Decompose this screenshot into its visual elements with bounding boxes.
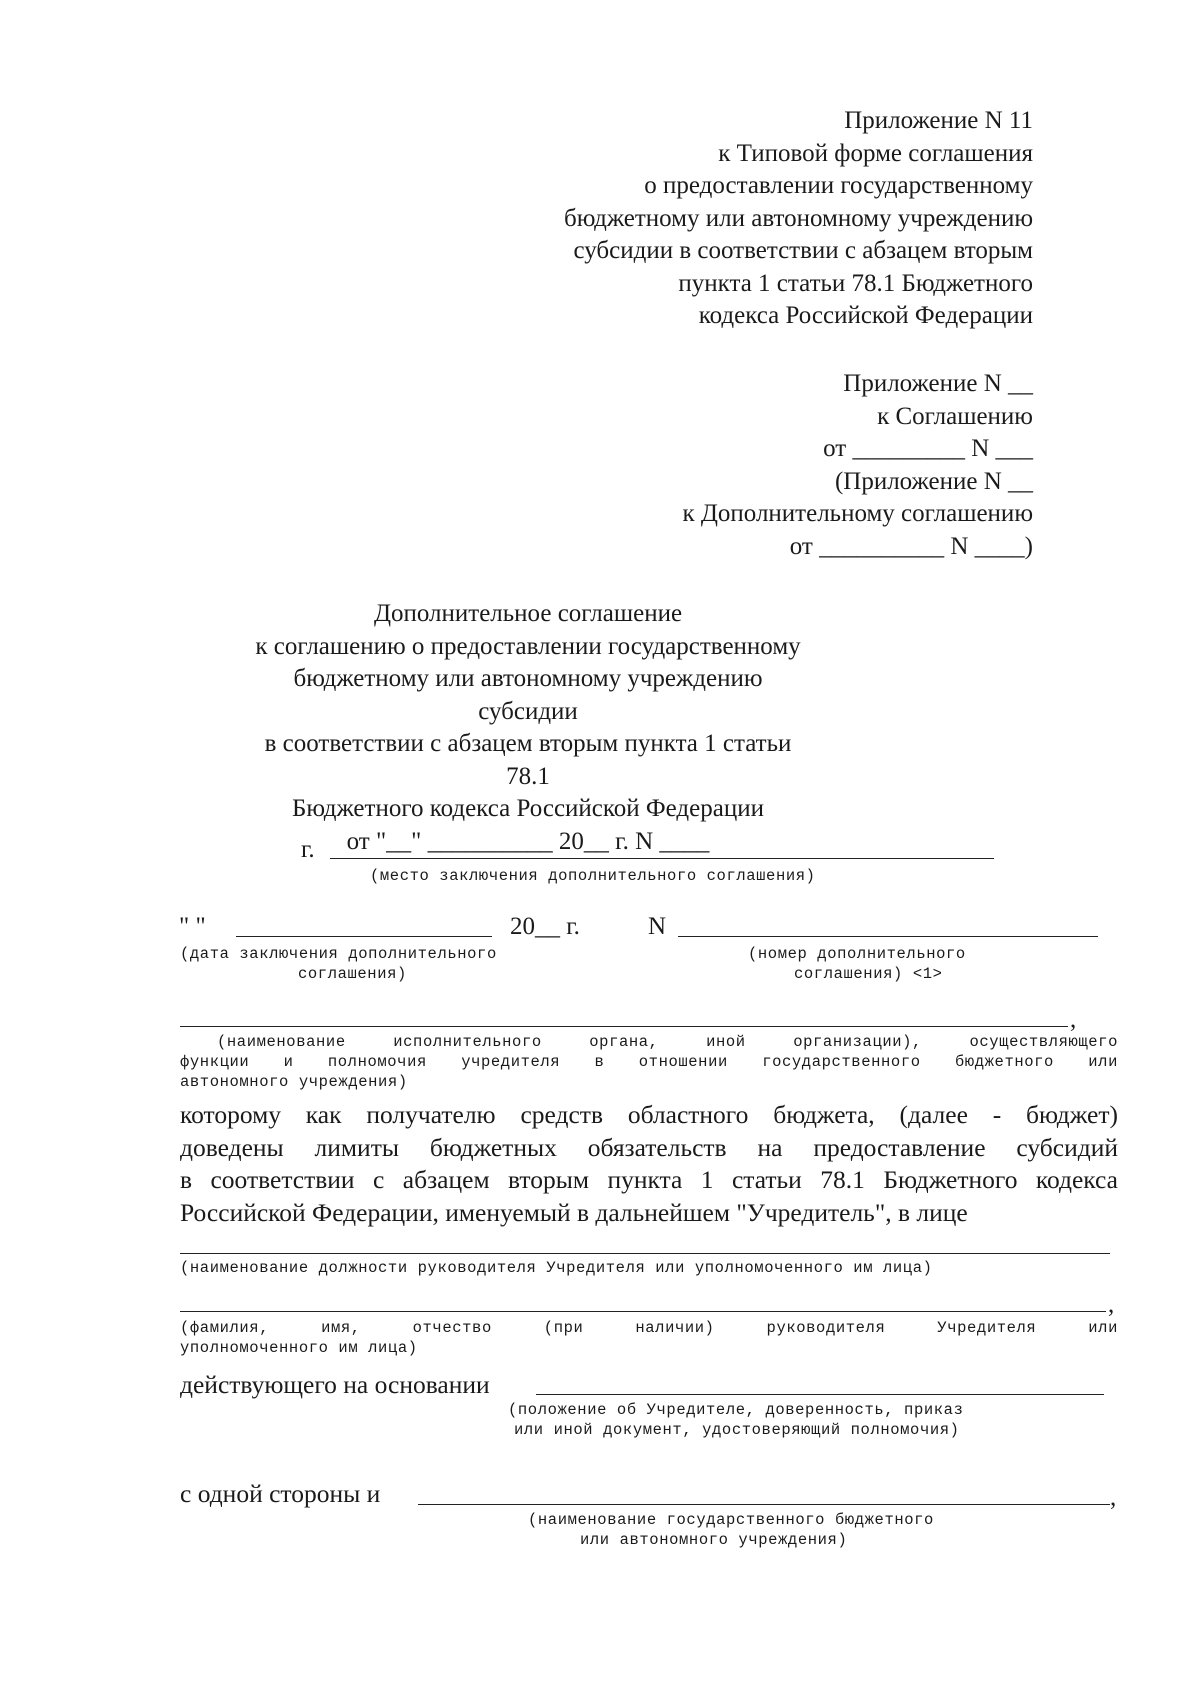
appendix-11-line: к Типовой форме соглашения xyxy=(718,139,1033,167)
appendix-n-header xyxy=(573,368,1033,563)
party-caption: (наименование государственного бюджетного xyxy=(528,1511,934,1529)
party-caption: или автономного учреждения) xyxy=(580,1531,848,1549)
appendix-11-line: кодекса Российской Федерации xyxy=(698,302,1033,329)
appendix-n-line: к Соглашению xyxy=(877,402,1033,430)
founder-caption xyxy=(180,1032,1118,1092)
place-field-line[interactable] xyxy=(330,858,994,859)
appendix-11-line: о предоставлении государственному xyxy=(644,172,1033,199)
title-line: Дополнительное соглашение xyxy=(373,600,683,627)
title-line: к соглашению о предоставлении государственному xyxy=(255,632,801,660)
appendix-n-line: Приложение N __ xyxy=(843,370,1033,397)
head-name-caption xyxy=(180,1318,1118,1358)
head-name-field-line[interactable] xyxy=(180,1311,1106,1312)
basis-caption: или иной документ, удостоверяющий полномочия) xyxy=(514,1421,960,1439)
head-name-caption-line: уполномоченного им лица) xyxy=(180,1339,418,1357)
appendix-n-line: к Дополнительному соглашению xyxy=(682,500,1033,527)
document-title xyxy=(250,598,806,858)
date-quotes: " " xyxy=(179,913,206,940)
title-line: Бюджетного кодекса Российской Федерации xyxy=(292,795,764,822)
basis-field-line[interactable] xyxy=(536,1394,1104,1395)
title-line: в соответствии с абзацем вторым пункта 1 статьи 78.1 xyxy=(264,730,792,790)
appendix-11-header xyxy=(473,105,1033,333)
appendix-11-line: Приложение N 11 xyxy=(844,107,1033,134)
body-line: в соответствии с абзацем вторым пункта 1 статьи 78.1 Бюджетного кодекса xyxy=(180,1165,1118,1194)
number-caption: соглашения) <1> xyxy=(794,965,943,983)
date-caption: соглашения) xyxy=(298,965,407,983)
title-line: от "__" __________ 20__ г. N ____ xyxy=(346,827,710,855)
head-name-caption-line: (фамилия, имя, отчество (при наличии) руководителя Учредителя или xyxy=(180,1319,1118,1337)
appendix-11-line: бюджетному или автономному учреждению xyxy=(563,204,1033,232)
number-prefix: N xyxy=(648,913,667,940)
founder-comma: , xyxy=(1070,1006,1077,1033)
body-paragraph xyxy=(180,1099,1118,1229)
appendix-n-line: (Приложение N __ xyxy=(834,467,1033,495)
date-field-line[interactable] xyxy=(236,936,492,937)
party-comma: , xyxy=(1110,1484,1117,1511)
body-line: Российской Федерации, именуемый в дальнейшем "Учредитель", в лице xyxy=(180,1197,968,1227)
appendix-n-line: от __________ N ____) xyxy=(789,532,1033,560)
basis-caption: (положение об Учредителе, доверенность, приказ xyxy=(508,1401,964,1419)
party-field-line[interactable] xyxy=(418,1504,1110,1505)
founder-caption-line: автономного учреждения) xyxy=(180,1073,408,1091)
body-line: которому как получателю средств областного бюджета, (далее - бюджет) xyxy=(180,1100,1118,1129)
date-year: 20__ г. xyxy=(510,913,580,940)
appendix-n-line: от _________ N ___ xyxy=(823,435,1033,462)
date-caption: (дата заключения дополнительного xyxy=(180,945,497,963)
place-caption: (место заключения дополнительного соглашения) xyxy=(370,867,816,885)
basis-label: действующего на основании xyxy=(180,1370,490,1399)
place-prefix: г. xyxy=(301,836,315,863)
founder-caption-line: (наименование исполнительного органа, иной организации), осуществляющего xyxy=(217,1033,1118,1051)
founder-field-line[interactable] xyxy=(180,1026,1068,1027)
appendix-11-line: пункта 1 статьи 78.1 Бюджетного xyxy=(678,269,1033,297)
founder-caption-line: функции и полномочия учредителя в отношении государственного бюджетного или xyxy=(180,1053,1118,1071)
number-field-line[interactable] xyxy=(678,936,1098,937)
number-caption: (номер дополнительного xyxy=(748,945,966,963)
head-position-field-line[interactable] xyxy=(180,1253,1110,1254)
title-line: бюджетному или автономному учреждению субсидии xyxy=(293,665,763,725)
body-line: доведены лимиты бюджетных обязательств на предоставление субсидий xyxy=(180,1132,1118,1162)
head-name-comma: , xyxy=(1108,1291,1115,1318)
party-label: с одной стороны и xyxy=(180,1479,381,1508)
appendix-11-line: субсидии в соответствии с абзацем вторым xyxy=(573,237,1033,264)
head-position-caption: (наименование должности руководителя Учредителя или уполномоченного им лица) xyxy=(180,1259,933,1277)
